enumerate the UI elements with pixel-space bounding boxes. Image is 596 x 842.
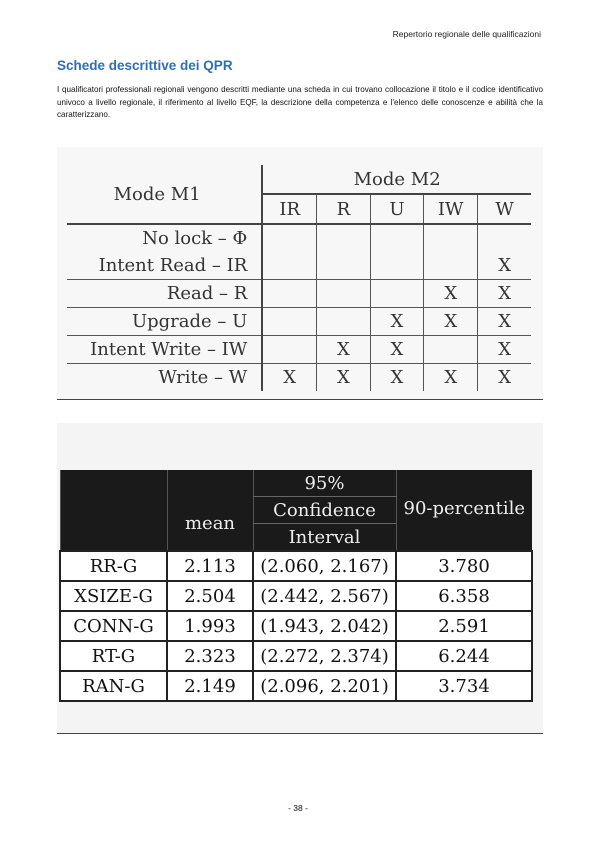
lock-compatibility-table [67, 165, 531, 391]
column-header: U [370, 194, 424, 224]
mean-cell: 1.993 [167, 611, 253, 641]
row-label: RT-G [60, 641, 167, 671]
table-cell: X [424, 364, 478, 392]
table-cell [370, 252, 424, 280]
table-cell: X [478, 252, 531, 280]
confidence-header-line1: 95% [253, 470, 396, 497]
table-cell [317, 224, 371, 252]
table-cell [262, 280, 316, 308]
mode-m2-header: Mode M2 [262, 165, 531, 194]
table-cell: X [262, 364, 316, 392]
column-header: IR [262, 194, 316, 224]
table-row [67, 364, 531, 392]
section-title: Schede descrittive dei QPR [57, 58, 233, 73]
percentile-cell: 3.780 [396, 551, 532, 581]
row-label: Read – R [67, 280, 262, 308]
confidence-header-line2: Confidence [253, 497, 396, 524]
column-header: W [478, 194, 531, 224]
table-cell: X [498, 367, 512, 388]
table-row [60, 671, 532, 701]
table-cell [317, 252, 371, 280]
interval-cell: (1.943, 2.042) [253, 611, 396, 641]
interval-cell: (2.442, 2.567) [253, 581, 396, 611]
row-label: Write – W [67, 364, 262, 392]
table-cell: X [317, 364, 371, 392]
mean-header: mean [167, 470, 253, 551]
mean-cell: 2.323 [167, 641, 253, 671]
empty-corner-cell [60, 470, 167, 551]
table-cell [370, 224, 424, 252]
table-cell [262, 224, 316, 252]
table-cell [317, 280, 371, 308]
row-label: No lock – Φ [67, 224, 262, 252]
statistics-table [59, 470, 533, 702]
table-cell [424, 224, 478, 252]
table-row [67, 280, 531, 308]
table-cell [262, 336, 316, 364]
confidence-header-line3: Interval [253, 524, 396, 552]
mean-cell: 2.504 [167, 581, 253, 611]
column-header: R [317, 194, 371, 224]
table-cell: X [370, 308, 424, 336]
row-label: Intent Write – IW [67, 336, 262, 364]
table-row [67, 252, 531, 280]
table-cell [424, 252, 478, 280]
table-cell: X [370, 336, 424, 364]
table-row [67, 224, 531, 252]
interval-cell: (2.096, 2.201) [253, 671, 396, 701]
lock-compatibility-figure [57, 147, 543, 400]
table-cell: X [424, 280, 478, 308]
percentile-cell: 3.734 [396, 671, 532, 701]
percentile-cell: 2.591 [396, 611, 532, 641]
table-row [60, 551, 532, 581]
mean-cell: 2.113 [167, 551, 253, 581]
percentile-cell: 6.244 [396, 641, 532, 671]
table-cell: X [478, 280, 531, 308]
table-cell: X [370, 364, 424, 392]
table-row [60, 581, 532, 611]
mode-m1-header: Mode M1 [67, 165, 262, 224]
row-label: RAN-G [60, 671, 167, 701]
row-label: Intent Read – IR [67, 252, 262, 280]
row-label: RR-G [60, 551, 167, 581]
interval-cell: (2.060, 2.167) [253, 551, 396, 581]
page-number: - 38 - [288, 803, 308, 813]
interval-cell: (2.272, 2.374) [253, 641, 396, 671]
table-row [60, 611, 532, 641]
percentile-cell: 6.358 [396, 581, 532, 611]
table-cell [424, 336, 478, 364]
percentile-header: 90-percentile [396, 470, 532, 551]
table-cell: X [478, 336, 531, 364]
table-cell [370, 280, 424, 308]
table-cell [262, 252, 316, 280]
table-cell: X [424, 308, 478, 336]
row-label: XSIZE-G [60, 581, 167, 611]
table-row [60, 641, 532, 671]
intro-paragraph: I qualificatori professionali regionali vengono descritti mediante una scheda in cui trovano collocazione il titolo e il codice identificativo univoco a livello regionale, il riferimento al livello EQF, la descrizione della competenza e l'elenco delle conoscenze e abilità che la caratterizzano. [57, 85, 543, 120]
table-cell [262, 308, 316, 336]
running-header: Repertorio regionale delle qualificazioni [392, 29, 541, 39]
row-label: CONN-G [60, 611, 167, 641]
table-cell: X [317, 336, 371, 364]
table-cell: X [478, 308, 531, 336]
table-cell [317, 308, 371, 336]
table-row [67, 308, 531, 336]
statistics-figure [57, 423, 543, 734]
mean-cell: 2.149 [167, 671, 253, 701]
table-row [67, 336, 531, 364]
column-header: IW [424, 194, 478, 224]
row-label: Upgrade – U [67, 308, 262, 336]
table-cell [478, 224, 531, 252]
